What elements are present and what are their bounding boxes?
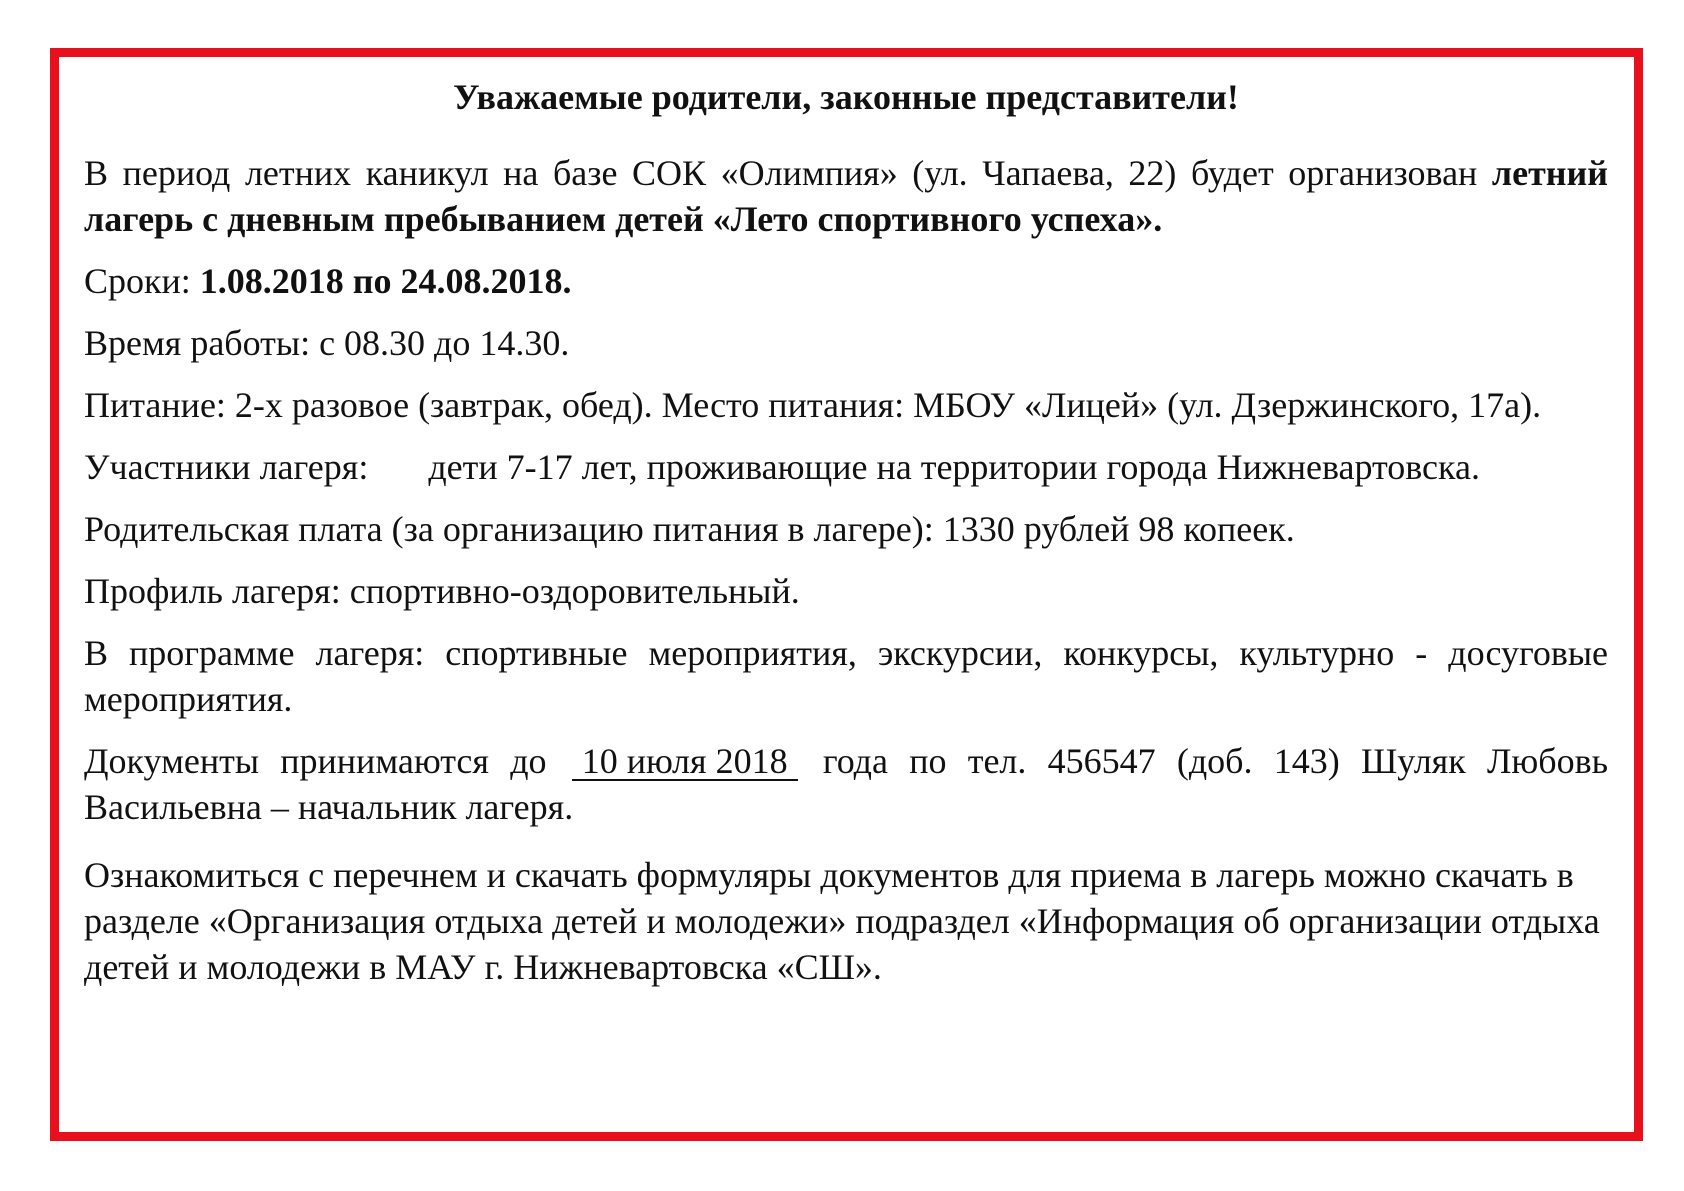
dates-value: 1.08.2018 по 24.08.2018. (199, 261, 572, 301)
participants-label: Участники лагеря: (84, 447, 369, 487)
paragraph-participants (84, 444, 1608, 490)
documents-before: Документы принимаются до (84, 741, 547, 781)
camp-name-bold: летний лагерь с дневным пребыванием детей «Лето спортивного успеха». (84, 153, 1608, 239)
paragraph-parent-fee: Родительская плата (за организацию питания в лагере): 1330 рублей 98 копеек. (84, 509, 1295, 549)
participants-text: дети 7-17 лет, проживающие на территории города Нижневартовска. (428, 447, 1480, 487)
paragraph-work-hours: Время работы: с 08.30 до 14.30. (84, 323, 570, 363)
camp-location-text: В период летних каникул на базе СОК «Олимпия» (ул. Чапаева, 22) будет организован (84, 153, 1492, 193)
paragraph-camp-profile: Профиль лагеря: спортивно-оздоровительный. (84, 571, 800, 611)
announcement-body (84, 74, 1608, 1006)
paragraph-meals: Питание: 2-х разовое (завтрак, обед). Место питания: МБОУ «Лицей» (ул. Дзержинского, 17а). (84, 385, 1542, 425)
announcement-title: Уважаемые родители, законные представители! (453, 77, 1239, 117)
paragraph-forms-info: Ознакомиться с перечнем и скачать формуляры документов для приема в лагерь можно скачать в разделе «Организация отдыха детей и молодежи» подраздел «Информация об организации отдыха детей и молодежи в МАУ г. Нижневартовска «СШ». (84, 855, 1600, 987)
dates-label: Сроки: (84, 261, 200, 301)
documents-deadline: 10 июля 2018 (572, 743, 798, 781)
paragraph-camp-location (84, 150, 1608, 242)
paragraph-program: В программе лагеря: спортивные мероприятия, экскурсии, конкурсы, культурно - досуговые мероприятия. (84, 633, 1608, 719)
documents-after: года по тел. 456547 (доб. 143) Шуляк Любовь Васильевна – начальник лагеря. (84, 741, 1609, 827)
paragraph-documents (84, 738, 1608, 830)
paragraph-dates (84, 258, 1608, 304)
